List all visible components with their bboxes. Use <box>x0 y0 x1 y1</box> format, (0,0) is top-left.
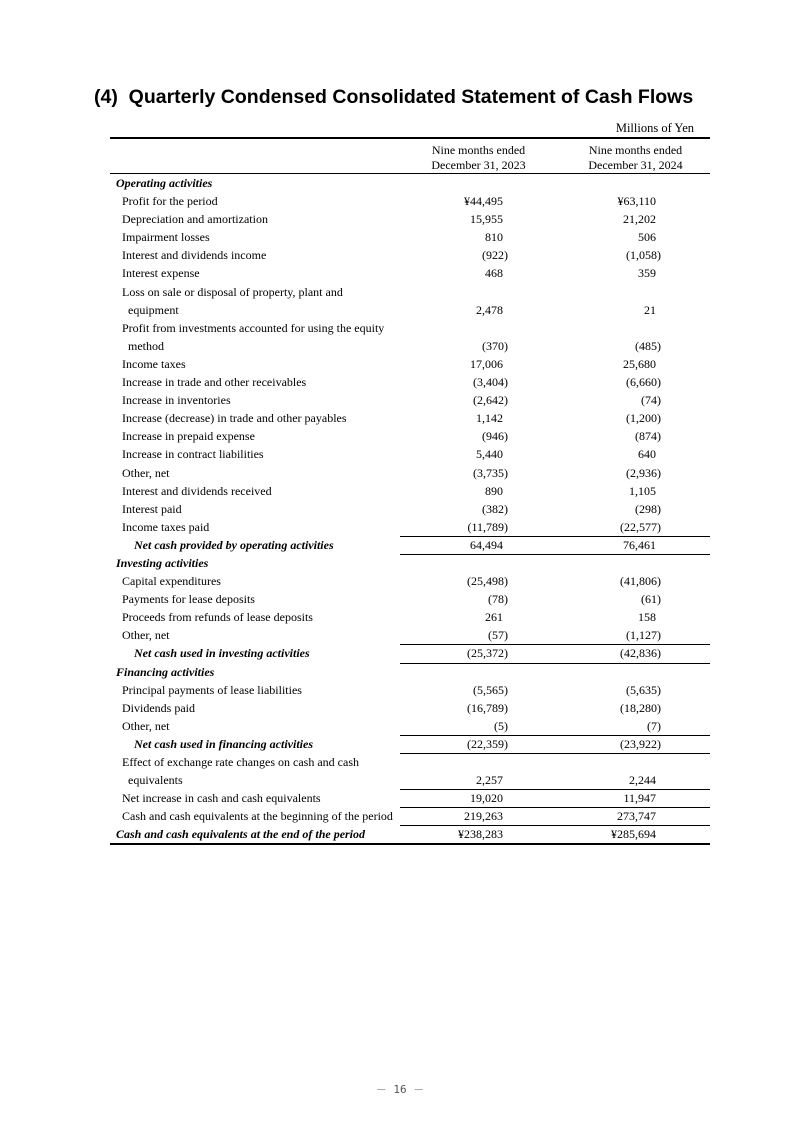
table-row <box>110 409 710 427</box>
cash-flow-table <box>110 137 710 843</box>
value-2023: 15,955 <box>470 212 503 227</box>
row-label: Net increase in cash and cash equivalents <box>122 791 321 806</box>
value-2023: (22,359) <box>467 736 508 751</box>
table-row <box>110 644 710 662</box>
value-2023: 890 <box>485 483 503 498</box>
value-2023: 2,478 <box>476 302 503 317</box>
value-2024: 273,747 <box>617 809 656 824</box>
table-row <box>110 228 710 246</box>
page-number: － 16 － <box>375 1083 425 1096</box>
table-row <box>110 373 710 391</box>
table-row <box>110 807 710 825</box>
table-row <box>110 319 710 337</box>
value-2023: 5,440 <box>476 447 503 462</box>
row-label: equipment <box>128 302 179 317</box>
value-2024: ¥285,694 <box>611 827 656 842</box>
table-row <box>110 301 710 319</box>
table-header <box>110 137 710 174</box>
row-label: Increase in prepaid expense <box>122 429 255 444</box>
row-label: Principal payments of lease liabilities <box>122 682 302 697</box>
value-2024: (6,660) <box>626 375 661 390</box>
row-label: Effect of exchange rate changes on cash and cash <box>122 755 359 769</box>
value-2023: 1,142 <box>476 411 503 426</box>
value-2024: (298) <box>635 501 661 516</box>
row-label: Cash and cash equivalents at the beginning of the period <box>122 809 393 824</box>
table-row <box>110 681 710 699</box>
value-2024: 640 <box>638 447 656 462</box>
value-2024: 158 <box>638 610 656 625</box>
table-row <box>110 337 710 355</box>
row-label: Net cash provided by operating activities <box>134 537 334 552</box>
unit-label: Millions of Yen <box>615 121 694 135</box>
value-2024: (1,200) <box>626 411 661 426</box>
table-row <box>110 825 710 843</box>
value-2023: (922) <box>482 248 508 263</box>
row-label: Net cash used in investing activities <box>134 646 310 661</box>
value-2024: (42,836) <box>620 646 661 661</box>
value-2023: (370) <box>482 338 508 353</box>
table-row <box>110 210 710 228</box>
value-2023: (78) <box>488 592 508 607</box>
table-row <box>110 771 710 789</box>
table-row <box>110 608 710 626</box>
page-title: (4) Quarterly Condensed Consolidated Statement of Cash Flows <box>94 86 694 108</box>
value-2023: 2,257 <box>476 773 503 788</box>
value-2024: (18,280) <box>620 700 661 715</box>
table-body <box>110 174 710 843</box>
value-2023: 468 <box>485 266 503 281</box>
table-row <box>110 663 710 681</box>
value-2023: (25,498) <box>467 574 508 589</box>
row-label: Payments for lease deposits <box>122 592 255 607</box>
value-2023: (382) <box>482 501 508 516</box>
row-label: Other, net <box>122 718 170 733</box>
value-2023: ¥238,283 <box>458 827 503 842</box>
row-label: Depreciation and amortization <box>122 212 268 227</box>
table-row <box>110 246 710 264</box>
table-row <box>110 554 710 572</box>
row-label: Investing activities <box>116 555 209 570</box>
value-2023: (11,789) <box>467 519 508 534</box>
value-2023: (5) <box>494 718 508 733</box>
value-2023: 261 <box>485 610 503 625</box>
value-2023: (5,565) <box>473 682 508 697</box>
table-row <box>110 464 710 482</box>
value-2024: 2,244 <box>629 773 656 788</box>
value-2024: (61) <box>641 592 661 607</box>
value-2023: (57) <box>488 628 508 643</box>
row-label: Increase in inventories <box>122 393 231 408</box>
value-2024: 359 <box>638 266 656 281</box>
row-label: Impairment losses <box>122 230 210 245</box>
row-label: Profit for the period <box>122 194 218 209</box>
table-row <box>110 735 710 753</box>
table-row <box>110 482 710 500</box>
row-label: Profit from investments accounted for using the equity <box>122 320 385 335</box>
row-label: Operating activities <box>116 176 213 190</box>
value-2023: (946) <box>482 429 508 444</box>
row-label: Increase in trade and other receivables <box>122 375 307 390</box>
table-row <box>110 427 710 445</box>
value-2024: (1,058) <box>626 248 661 263</box>
value-2023: 64,494 <box>470 537 503 552</box>
table-row <box>110 572 710 590</box>
row-label: method <box>128 338 164 353</box>
value-2024: 76,461 <box>623 537 656 552</box>
value-2024: 11,947 <box>623 791 656 806</box>
row-label: Increase in contract liabilities <box>122 447 264 462</box>
value-2023: (25,372) <box>467 646 508 661</box>
column-header-2024: Nine months ended December 31, 2024 <box>588 143 683 172</box>
value-2023: 810 <box>485 230 503 245</box>
row-label: Dividends paid <box>122 700 195 715</box>
value-2024: (22,577) <box>620 519 661 534</box>
table-row <box>110 590 710 608</box>
table-row <box>110 753 710 771</box>
value-2024: 506 <box>638 230 656 245</box>
value-2023: 19,020 <box>470 791 503 806</box>
table-row <box>110 174 710 192</box>
table-row <box>110 699 710 717</box>
row-label: Other, net <box>122 628 170 643</box>
value-2024: (7) <box>647 718 661 733</box>
row-label: Interest paid <box>122 501 182 516</box>
row-label: Net cash used in financing activities <box>134 736 314 751</box>
table-row <box>110 626 710 644</box>
row-label: Interest expense <box>122 266 200 281</box>
table-row <box>110 355 710 373</box>
table-row <box>110 789 710 807</box>
value-2023: (2,642) <box>473 393 508 408</box>
row-label: Income taxes paid <box>122 519 210 534</box>
table-row <box>110 391 710 409</box>
row-label: Financing activities <box>116 664 215 679</box>
row-label: Cash and cash equivalents at the end of the period <box>116 827 366 842</box>
table-row <box>110 283 710 301</box>
row-label: Increase (decrease) in trade and other payables <box>122 411 347 426</box>
value-2024: (41,806) <box>620 574 661 589</box>
row-label: Capital expenditures <box>122 574 221 589</box>
table-row <box>110 264 710 282</box>
value-2023: (16,789) <box>467 700 508 715</box>
value-2024: (74) <box>641 393 661 408</box>
row-label: Interest and dividends income <box>122 248 267 263</box>
value-2024: 1,105 <box>629 483 656 498</box>
value-2024: (5,635) <box>626 682 661 697</box>
table-row <box>110 445 710 463</box>
value-2024: 25,680 <box>623 356 656 371</box>
row-label: Interest and dividends received <box>122 483 272 498</box>
table-row <box>110 717 710 735</box>
value-2024: (1,127) <box>626 628 661 643</box>
row-label: Income taxes <box>122 356 186 371</box>
value-2024: (2,936) <box>626 465 661 480</box>
value-2023: 17,006 <box>470 356 503 371</box>
row-label: Proceeds from refunds of lease deposits <box>122 610 313 625</box>
value-2024: 21 <box>644 302 656 317</box>
table-row <box>110 536 710 554</box>
table-row <box>110 518 710 536</box>
row-label: equivalents <box>128 773 183 788</box>
table-row <box>110 192 710 210</box>
value-2023: (3,735) <box>473 465 508 480</box>
value-2024: ¥63,110 <box>617 194 656 209</box>
table-bottom-rule <box>110 843 710 845</box>
value-2023: (3,404) <box>473 375 508 390</box>
row-label: Other, net <box>122 465 170 480</box>
value-2024: (874) <box>635 429 661 444</box>
value-2024: 21,202 <box>623 212 656 227</box>
value-2023: ¥44,495 <box>464 194 503 209</box>
value-2024: (485) <box>635 338 661 353</box>
value-2024: (23,922) <box>620 736 661 751</box>
row-label: Loss on sale or disposal of property, plant and <box>122 284 343 299</box>
table-row <box>110 500 710 518</box>
value-2023: 219,263 <box>464 809 503 824</box>
column-header-2023: Nine months ended December 31, 2023 <box>431 143 526 172</box>
